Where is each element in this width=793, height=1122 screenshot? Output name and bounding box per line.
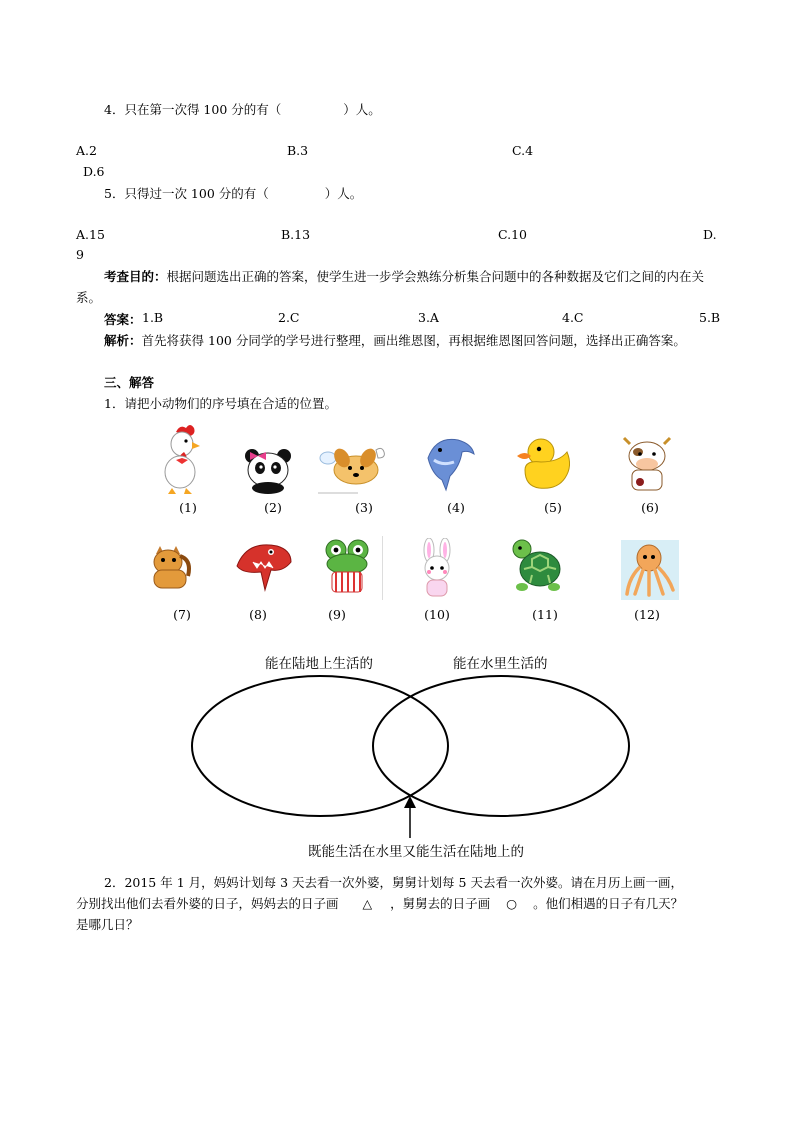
q4-option-a: A.2 [76,143,97,158]
task2-line3: 是哪几日？ [76,917,139,932]
q4-option-b: B.3 [287,143,309,158]
duck-icon [517,432,579,494]
answer-line: 答案： 1.B 2.C 3.A 4.C 5.B [104,310,721,327]
q5-option-d-value: 9 [76,247,84,262]
dolphin-icon [420,432,476,496]
rooster-icon [158,422,208,496]
animal-label-5: (5) [544,500,562,515]
octopus-icon [621,540,679,600]
dog-icon [318,440,388,496]
q5-option-c: C.10 [498,227,527,242]
frog-icon [312,536,390,600]
venn-right-ellipse [373,676,629,816]
purpose-paragraph: 考查目的：根据问题选出正确的答案，使学生进一步学会熟练分析集合问题中的各种数据及它们之间的内在关系。 [76,269,705,305]
q4-option-d: D.6 [83,164,105,179]
arrow-up-icon [404,796,416,838]
horse-icon [146,542,194,594]
animal-label-7: (7) [173,607,191,622]
animal-label-12: (12) [634,607,660,622]
rabbit-icon [413,538,463,600]
animal-label-8: (8) [249,607,267,622]
q5-option-b: B.13 [281,227,311,242]
animal-label-1: (1) [179,500,197,515]
venn-bottom-label: 既能生活在水里又能生活在陆地上的 [308,844,524,860]
turtle-icon [508,537,564,595]
cow-icon [616,436,678,494]
q4-option-c: C.4 [512,143,534,158]
q5-option-d: D. [703,227,717,242]
shark-icon [231,536,293,598]
panda-icon [240,446,296,494]
task2-line2: 分别找出他们去看外婆的日子，妈妈去的日子画 △ ，舅舅去的日子画 ○ 。他们相遇的日子有几天？ [76,896,684,911]
animal-label-4: (4) [447,500,465,515]
q5-option-a: A.15 [76,227,105,242]
triangle-icon: △ [362,896,373,911]
venn-left-label: 能在陆地上生活的 [265,656,373,672]
task1-prompt: 1．请把小动物们的序号填在合适的位置。 [104,396,337,411]
section-title: 三、解答 [104,375,155,390]
task2-line1: 2．2015 年 1 月，妈妈计划每 3 天去看一次外婆，舅舅计划每 5 天去看一次外婆。请在月历上画一画， [104,875,683,890]
animal-label-2: (2) [264,500,282,515]
analysis-paragraph: 解析：首先将获得 100 分同学的学号进行整理，画出维恩图，再根据维恩图回答问题，选择出正确答案。 [104,333,686,348]
q4-question: 4．只在第一次得 100 分的有（ ）人。 [104,102,381,117]
venn-diagram [190,672,635,844]
animal-label-6: (6) [641,500,659,515]
animal-label-9: (9) [328,607,346,622]
animal-label-3: (3) [355,500,373,515]
q5-question: 5．只得过一次 100 分的有（ ）人。 [104,186,363,201]
animal-label-10: (10) [424,607,450,622]
animal-label-11: (11) [532,607,558,622]
circle-icon: ○ [506,896,518,911]
venn-right-label: 能在水里生活的 [453,656,548,672]
